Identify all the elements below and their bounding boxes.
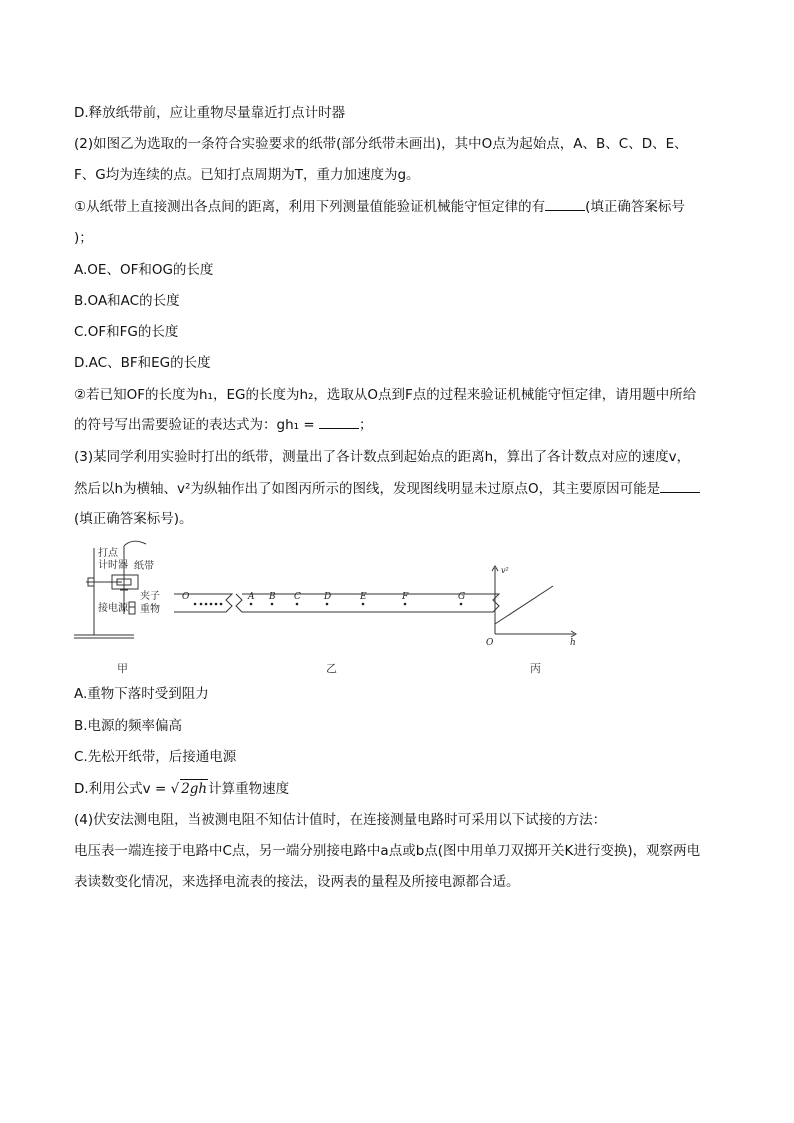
label-dadian: 打点 — [98, 548, 118, 559]
tape-label-g: G — [458, 592, 466, 602]
sub-question-2: ②若已知OF的长度为h₁，EG的长度为h₂，选取从O点到F点的过程来验证机械能守恒定律，请用题中所给 — [74, 387, 697, 403]
tape-dots — [194, 603, 463, 606]
sub-question-1-suffix: (填正确答案标号 — [585, 199, 685, 215]
label-jishiqi: 计时器 — [98, 560, 128, 571]
formula-suffix: 计算重物速度 — [208, 781, 290, 797]
expression-end: ； — [358, 417, 373, 433]
sqrt-expression: 2gh — [181, 781, 208, 797]
option-a-resistance: A.重物下落时受到阻力 — [74, 686, 209, 702]
option-c-order: C.先松开纸带，后接通电源 — [74, 749, 237, 765]
expression-text: 的符号写出需要验证的表达式为：gh₁ = — [74, 417, 315, 433]
tape-label-d: D — [324, 592, 332, 602]
option-d-formula — [74, 779, 289, 798]
graph-origin-label: O — [486, 638, 494, 648]
graph-x-label: h — [570, 638, 576, 648]
tape-label-a: A — [248, 592, 255, 602]
sub-question-1-end: )； — [74, 230, 93, 246]
caption-yi: 乙 — [326, 662, 337, 675]
question-2-intro-cont: F、G均为连续的点。已知打点周期为T，重力加速度为g。 — [74, 167, 420, 183]
label-zhongwu: 重物 — [140, 604, 160, 615]
question-3-intro-cont — [74, 480, 700, 498]
question-3-text: 然后以h为横轴、v²为纵轴作出了如图丙所示的图线，发现图线明显未过原点O，其主要原因可能是 — [74, 481, 661, 497]
graph-bing — [492, 566, 576, 637]
tape-label-c: C — [294, 592, 301, 602]
option-b-lengths: B.OA和AC的长度 — [74, 293, 180, 309]
tape-label-o: O — [182, 592, 190, 602]
answer-blank-2[interactable] — [319, 416, 359, 429]
option-b-frequency: B.电源的频率偏高 — [74, 718, 183, 734]
label-zhidai: 纸带 — [134, 561, 154, 572]
formula-prefix: D.利用公式v = — [74, 781, 167, 797]
graph-y-label: v² — [501, 566, 509, 575]
question-4-detail-cont: 表读数变化情况，来选择电流表的接法，设两表的量程及所接电源都合适。 — [74, 874, 520, 890]
label-jiazi: 夹子 — [140, 591, 160, 602]
tape-label-e: E — [360, 592, 367, 602]
question-4-detail: 电压表一端连接于电路中C点，另一端分别接电路中a点或b点(图中用单刀双掷开关K进行变换)，观察两电 — [74, 843, 701, 859]
option-d-release: D.释放纸带前，应让重物尽量靠近打点计时器 — [74, 105, 346, 121]
caption-jia: 甲 — [117, 662, 128, 675]
option-d-lengths: D.AC、BF和EG的长度 — [74, 355, 211, 371]
sub-question-2-expression — [74, 416, 372, 434]
sub-question-1 — [74, 198, 685, 216]
question-4-intro: (4)伏安法测电阻，当被测电阻不知估计值时，在连接测量电路时可采用以下试接的方法： — [74, 812, 607, 828]
question-3-suffix: (填正确答案标号)。 — [74, 511, 193, 527]
sqrt-sign: √ — [170, 781, 180, 797]
answer-blank-1[interactable] — [545, 198, 585, 211]
question-3-intro: (3)某同学利用实验时打出的纸带，测量出了各计数点到起始点的距离h，算出了各计数点对应的速度v， — [74, 449, 691, 465]
label-jiedianyuan: 接电源 — [98, 603, 128, 614]
experiment-figure — [74, 538, 614, 678]
tape-label-f: F — [402, 592, 409, 602]
option-c-lengths: C.OF和FG的长度 — [74, 324, 179, 340]
tape-label-b: B — [269, 592, 276, 602]
caption-bing: 丙 — [530, 662, 541, 675]
answer-blank-3[interactable] — [660, 480, 700, 493]
paper-tape-yi — [174, 594, 499, 612]
question-2-intro: (2)如图乙为选取的一条符合实验要求的纸带(部分纸带未画出)，其中O点为起始点，A、B、C、D、E、 — [74, 136, 688, 152]
option-a-lengths: A.OE、OF和OG的长度 — [74, 262, 214, 278]
sub-question-1-text: ①从纸带上直接测出各点间的距离，利用下列测量值能验证机械能守恒定律的有 — [74, 199, 546, 215]
